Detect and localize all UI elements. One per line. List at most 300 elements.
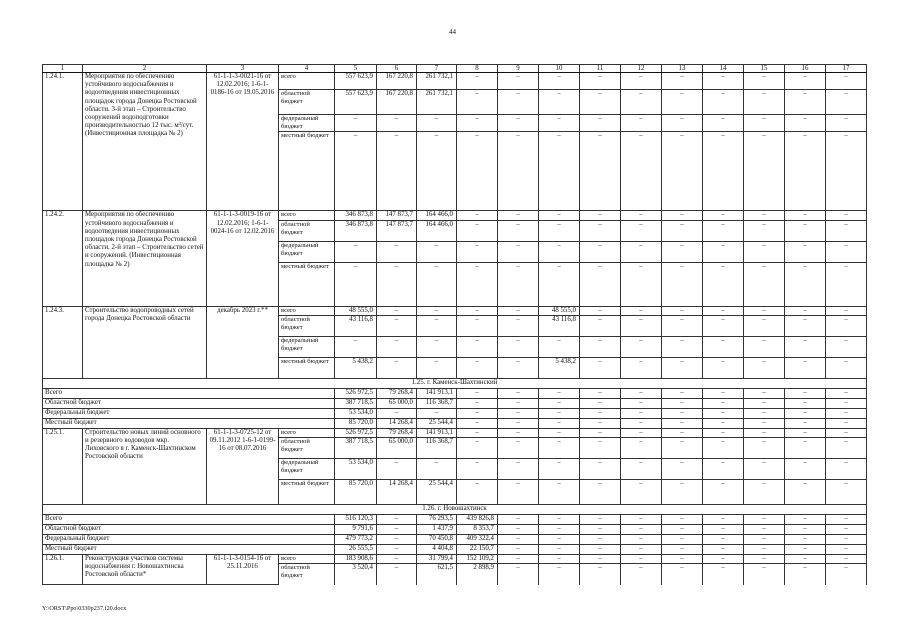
value-cell-c15: – [744,132,785,211]
value-cell-c6: 167 220,8 [377,73,417,90]
value-cell-c7: 261 732,1 [417,73,457,90]
value-cell-c8: – [457,428,498,437]
value-cell-c9: – [498,525,539,535]
value-cell-c16: – [785,241,826,262]
item-number: 1.24.1. [43,73,83,211]
value-cell-c9: – [498,545,539,555]
value-cell-c15: – [744,564,785,585]
section-title: 1.25. г. Каменск-Шахтинский [43,378,867,388]
value-cell-c5: 26 555,5 [335,545,377,555]
value-cell-c16: – [785,418,826,428]
value-cell-c15: – [744,262,785,306]
value-cell-c8: – [457,115,498,132]
value-cell-c6: – [377,262,417,306]
value-cell-c14: – [703,408,744,418]
value-cell-c10: – [539,428,580,437]
value-cell-c6: 147 873,7 [377,211,417,220]
value-cell-c16: – [785,132,826,211]
value-cell-c7: – [417,336,457,357]
value-cell-c14: – [703,555,744,564]
value-cell-c16: – [785,408,826,418]
value-cell-c7: 1 437,9 [417,525,457,535]
value-cell-c16: – [785,535,826,545]
item-name: Мероприятия по обеспечению устойчивого водоснабжения и водоотведения инвестиционных площадок города Донецка Ростовской области. 2-й этап – Строительство сетей и сооружений. (Инвестиционная площадка № 2) [83,211,207,306]
value-cell-c16: – [785,398,826,408]
value-cell-c10: – [539,459,580,480]
value-cell-c11: – [580,73,621,90]
item-number: 1.24.3. [43,306,83,378]
value-cell-c15: – [744,408,785,418]
value-cell-c9: – [498,398,539,408]
value-cell-c11: – [580,90,621,115]
value-cell-c10: – [539,115,580,132]
section-total-row [43,388,867,398]
value-cell-c5: 183 908,6 [335,555,377,564]
value-cell-c11: – [580,132,621,211]
value-cell-c9: – [498,555,539,564]
value-cell-c10: 43 116,8 [539,315,580,336]
value-cell-c11: – [580,336,621,357]
value-cell-c12: – [621,211,662,220]
value-cell-c6: – [377,564,417,585]
value-cell-c12: – [621,241,662,262]
value-cell-c5: 557 623,9 [335,90,377,115]
value-cell-c15: – [744,388,785,398]
value-cell-c8: – [457,438,498,459]
value-cell-c8: – [457,408,498,418]
value-cell-c14: – [703,545,744,555]
value-cell-c10: – [539,535,580,545]
value-cell-c5: – [335,132,377,211]
value-cell-c8: 152 109,2 [457,555,498,564]
value-cell-c17: – [826,459,867,480]
value-cell-c5: 526 972,5 [335,388,377,398]
value-cell-c16: – [785,525,826,535]
value-cell-c13: – [662,408,703,418]
value-cell-c11: – [580,388,621,398]
value-cell-c8: – [457,480,498,505]
value-cell-c17: – [826,211,867,220]
value-cell-c13: – [662,306,703,315]
value-cell-c14: – [703,306,744,315]
value-cell-c16: – [785,90,826,115]
value-cell-c5: 346 873,8 [335,211,377,220]
value-cell-c11: – [580,555,621,564]
value-cell-c16: – [785,515,826,525]
value-cell-c13: – [662,388,703,398]
value-cell-c7: 25 544,4 [417,418,457,428]
value-cell-c17: – [826,132,867,211]
value-cell-c10: 5 438,2 [539,357,580,378]
total-label: Местный бюджет [43,545,335,555]
item-number: 1.25.1. [43,428,83,504]
value-cell-c17: – [826,306,867,315]
section-total-row [43,515,867,525]
value-cell-c5: 479 773,2 [335,535,377,545]
value-cell-c7: 31 799,4 [417,555,457,564]
value-cell-c17: – [826,241,867,262]
value-cell-c10: – [539,211,580,220]
item-number: 1.24.2. [43,211,83,306]
value-cell-c9: – [498,388,539,398]
value-cell-c16: – [785,388,826,398]
value-cell-c10: – [539,336,580,357]
value-cell-c13: – [662,438,703,459]
value-cell-c6: 79 268,4 [377,388,417,398]
value-cell-c17: – [826,535,867,545]
value-cell-c5: 53 534,0 [335,459,377,480]
total-label: Всего [43,515,335,525]
value-cell-c14: – [703,211,744,220]
section-total-row [43,398,867,408]
value-cell-c14: – [703,564,744,585]
value-cell-c15: – [744,73,785,90]
value-cell-c17: – [826,73,867,90]
value-cell-c17: – [826,90,867,115]
value-cell-c14: – [703,515,744,525]
value-cell-c17: – [826,545,867,555]
value-cell-c10: – [539,525,580,535]
value-cell-c17: – [826,115,867,132]
value-cell-c13: – [662,73,703,90]
value-cell-c10: – [539,515,580,525]
value-cell-c14: – [703,73,744,90]
header-col-2: 2 [83,65,207,73]
funding-source: местный бюджет [279,262,335,306]
value-cell-c12: – [621,428,662,437]
item-codes: 61-1-1-3-0725-12 от 09.11.2012 1-6-1-0199-16 от 08.07.2016 [207,428,279,504]
item-row [43,428,867,437]
value-cell-c11: – [580,262,621,306]
value-cell-c7: 25 544,4 [417,480,457,505]
value-cell-c11: – [580,480,621,505]
value-cell-c14: – [703,459,744,480]
value-cell-c7: – [417,408,457,418]
value-cell-c10: 48 555,0 [539,306,580,315]
header-col-7: 7 [417,65,457,73]
value-cell-c16: – [785,220,826,241]
header-col-4: 4 [279,65,335,73]
value-cell-c7: 70 450,8 [417,535,457,545]
value-cell-c8: – [457,211,498,220]
section-total-row [43,408,867,418]
value-cell-c6: – [377,315,417,336]
value-cell-c13: – [662,480,703,505]
item-row [43,211,867,220]
value-cell-c11: – [580,418,621,428]
item-codes: 61-1-1-3-0019-16 от 12.02.2016; 1-6-1-0024-16 от 12.02.2016 [207,211,279,306]
value-cell-c9: – [498,515,539,525]
item-row [43,73,867,90]
value-cell-c16: – [785,555,826,564]
value-cell-c5: 43 116,8 [335,315,377,336]
total-label: Местный бюджет [43,418,335,428]
value-cell-c15: – [744,241,785,262]
header-col-3: 3 [207,65,279,73]
header-col-13: 13 [662,65,703,73]
value-cell-c13: – [662,115,703,132]
header-col-8: 8 [457,65,498,73]
value-cell-c16: – [785,306,826,315]
value-cell-c6: 65 000,0 [377,438,417,459]
value-cell-c7: 621,5 [417,564,457,585]
value-cell-c15: – [744,306,785,315]
value-cell-c14: – [703,115,744,132]
value-cell-c15: – [744,525,785,535]
value-cell-c15: – [744,398,785,408]
value-cell-c14: – [703,480,744,505]
value-cell-c16: – [785,336,826,357]
value-cell-c8: – [457,336,498,357]
value-cell-c13: – [662,428,703,437]
value-cell-c16: – [785,545,826,555]
value-cell-c9: – [498,220,539,241]
value-cell-c16: – [785,262,826,306]
funding-source: федеральный бюджет [279,241,335,262]
value-cell-c17: – [826,220,867,241]
value-cell-c13: – [662,535,703,545]
value-cell-c8: – [457,306,498,315]
value-cell-c12: – [621,357,662,378]
value-cell-c16: – [785,480,826,505]
header-col-9: 9 [498,65,539,73]
value-cell-c7: 141 913,1 [417,388,457,398]
value-cell-c7: – [417,315,457,336]
header-col-12: 12 [621,65,662,73]
value-cell-c6: 14 268,4 [377,418,417,428]
value-cell-c16: – [785,115,826,132]
value-cell-c9: – [498,262,539,306]
value-cell-c6: – [377,357,417,378]
funding-source: областной бюджет [279,564,335,585]
value-cell-c17: – [826,555,867,564]
value-cell-c8: 22 150,7 [457,545,498,555]
value-cell-c12: – [621,555,662,564]
value-cell-c7: 116 368,7 [417,438,457,459]
value-cell-c11: – [580,211,621,220]
value-cell-c14: – [703,336,744,357]
header-col-16: 16 [785,65,826,73]
item-codes: 61-1-1-3-0154-16 от 25.11.2016 [207,555,279,585]
item-number: 1.26.1. [43,555,83,585]
value-cell-c17: – [826,315,867,336]
value-cell-c14: – [703,132,744,211]
value-cell-c5: 3 520,4 [335,564,377,585]
value-cell-c15: – [744,438,785,459]
value-cell-c10: – [539,555,580,564]
value-cell-c8: – [457,90,498,115]
value-cell-c16: – [785,315,826,336]
funding-source: местный бюджет [279,132,335,211]
value-cell-c8: 409 322,4 [457,535,498,545]
funding-source: всего [279,211,335,220]
item-row [43,555,867,564]
value-cell-c7: – [417,115,457,132]
value-cell-c8: 2 898,9 [457,564,498,585]
value-cell-c5: 85 720,0 [335,418,377,428]
value-cell-c5: – [335,241,377,262]
value-cell-c8: – [457,241,498,262]
value-cell-c16: – [785,428,826,437]
value-cell-c12: – [621,408,662,418]
header-col-14: 14 [703,65,744,73]
funding-source: областной бюджет [279,90,335,115]
value-cell-c5: 85 720,0 [335,480,377,505]
value-cell-c15: – [744,90,785,115]
header-col-17: 17 [826,65,867,73]
value-cell-c15: – [744,418,785,428]
value-cell-c9: – [498,115,539,132]
value-cell-c9: – [498,315,539,336]
value-cell-c11: – [580,525,621,535]
value-cell-c7: – [417,132,457,211]
header-col-5: 5 [335,65,377,73]
value-cell-c13: – [662,398,703,408]
funding-source: всего [279,73,335,90]
value-cell-c10: – [539,438,580,459]
value-cell-c7: 141 913,1 [417,428,457,437]
value-cell-c10: – [539,132,580,211]
value-cell-c10: – [539,90,580,115]
value-cell-c5: 9 791,6 [335,525,377,535]
value-cell-c17: – [826,480,867,505]
value-cell-c14: – [703,418,744,428]
value-cell-c11: – [580,428,621,437]
value-cell-c6: – [377,132,417,211]
value-cell-c5: 48 555,0 [335,306,377,315]
value-cell-c8: – [457,388,498,398]
value-cell-c5: 5 438,2 [335,357,377,378]
section-title-row [43,378,867,388]
value-cell-c7: 4 404,8 [417,545,457,555]
value-cell-c5: 516 120,3 [335,515,377,525]
value-cell-c14: – [703,241,744,262]
value-cell-c13: – [662,315,703,336]
value-cell-c5: – [335,336,377,357]
value-cell-c13: – [662,418,703,428]
value-cell-c16: – [785,73,826,90]
value-cell-c8: – [457,132,498,211]
value-cell-c13: – [662,357,703,378]
value-cell-c17: – [826,564,867,585]
value-cell-c11: – [580,220,621,241]
value-cell-c14: – [703,262,744,306]
value-cell-c7: – [417,357,457,378]
value-cell-c14: – [703,525,744,535]
section-total-row [43,545,867,555]
value-cell-c6: 14 268,4 [377,480,417,505]
value-cell-c8: 8 353,7 [457,525,498,535]
value-cell-c6: – [377,555,417,564]
section-total-row [43,535,867,545]
value-cell-c10: – [539,388,580,398]
value-cell-c11: – [580,545,621,555]
value-cell-c15: – [744,211,785,220]
value-cell-c9: – [498,408,539,418]
item-name: Мероприятия по обеспечению устойчивого водоснабжения и водоотведения инвестиционных площадок города Донецка Ростовской области. 3-й этап – Строительство сооружений водоподготовки производительностью 12 тыс. м³/сут. (Инвестиционная площадка № 2) [83,73,207,211]
value-cell-c14: – [703,398,744,408]
value-cell-c6: 79 268,4 [377,428,417,437]
value-cell-c15: – [744,357,785,378]
value-cell-c10: – [539,564,580,585]
value-cell-c12: – [621,336,662,357]
value-cell-c5: – [335,115,377,132]
value-cell-c9: – [498,418,539,428]
value-cell-c12: – [621,525,662,535]
value-cell-c11: – [580,241,621,262]
value-cell-c15: – [744,459,785,480]
value-cell-c9: – [498,336,539,357]
value-cell-c17: – [826,408,867,418]
section-total-row [43,525,867,535]
value-cell-c11: – [580,408,621,418]
value-cell-c13: – [662,336,703,357]
value-cell-c9: – [498,306,539,315]
value-cell-c5: 387 718,5 [335,398,377,408]
value-cell-c5: 387 718,5 [335,438,377,459]
value-cell-c12: – [621,438,662,459]
value-cell-c16: – [785,564,826,585]
value-cell-c15: – [744,220,785,241]
value-cell-c12: – [621,480,662,505]
value-cell-c14: – [703,357,744,378]
value-cell-c12: – [621,564,662,585]
value-cell-c10: – [539,241,580,262]
total-label: Федеральный бюджет [43,535,335,545]
value-cell-c8: – [457,262,498,306]
value-cell-c16: – [785,459,826,480]
table-body [43,65,867,585]
item-name: Строительство водопроводных сетей города Донецка Ростовской области [83,306,207,378]
value-cell-c10: – [539,73,580,90]
value-cell-c7: – [417,306,457,315]
value-cell-c17: – [826,428,867,437]
value-cell-c8: – [457,418,498,428]
value-cell-c13: – [662,545,703,555]
value-cell-c12: – [621,306,662,315]
value-cell-c11: – [580,564,621,585]
funding-source: всего [279,306,335,315]
value-cell-c9: – [498,90,539,115]
value-cell-c5: – [335,262,377,306]
value-cell-c14: – [703,388,744,398]
value-cell-c8: – [457,220,498,241]
value-cell-c10: – [539,262,580,306]
value-cell-c15: – [744,555,785,564]
value-cell-c16: – [785,357,826,378]
value-cell-c12: – [621,90,662,115]
value-cell-c17: – [826,418,867,428]
value-cell-c9: – [498,132,539,211]
value-cell-c6: – [377,545,417,555]
value-cell-c6: – [377,336,417,357]
value-cell-c15: – [744,515,785,525]
funding-source: областной бюджет [279,315,335,336]
value-cell-c11: – [580,315,621,336]
value-cell-c7: 116 368,7 [417,398,457,408]
budget-table [42,64,867,585]
item-codes: 61-1-1-3-0021-16 от 12.02.2016; 1-6-1-0186-16 от 19.05.2016 [207,73,279,211]
value-cell-c15: – [744,428,785,437]
value-cell-c5: 526 972,5 [335,428,377,437]
value-cell-c15: – [744,535,785,545]
funding-source: областной бюджет [279,438,335,459]
value-cell-c9: – [498,357,539,378]
funding-source: всего [279,428,335,437]
value-cell-c9: – [498,564,539,585]
value-cell-c10: – [539,220,580,241]
value-cell-c16: – [785,438,826,459]
